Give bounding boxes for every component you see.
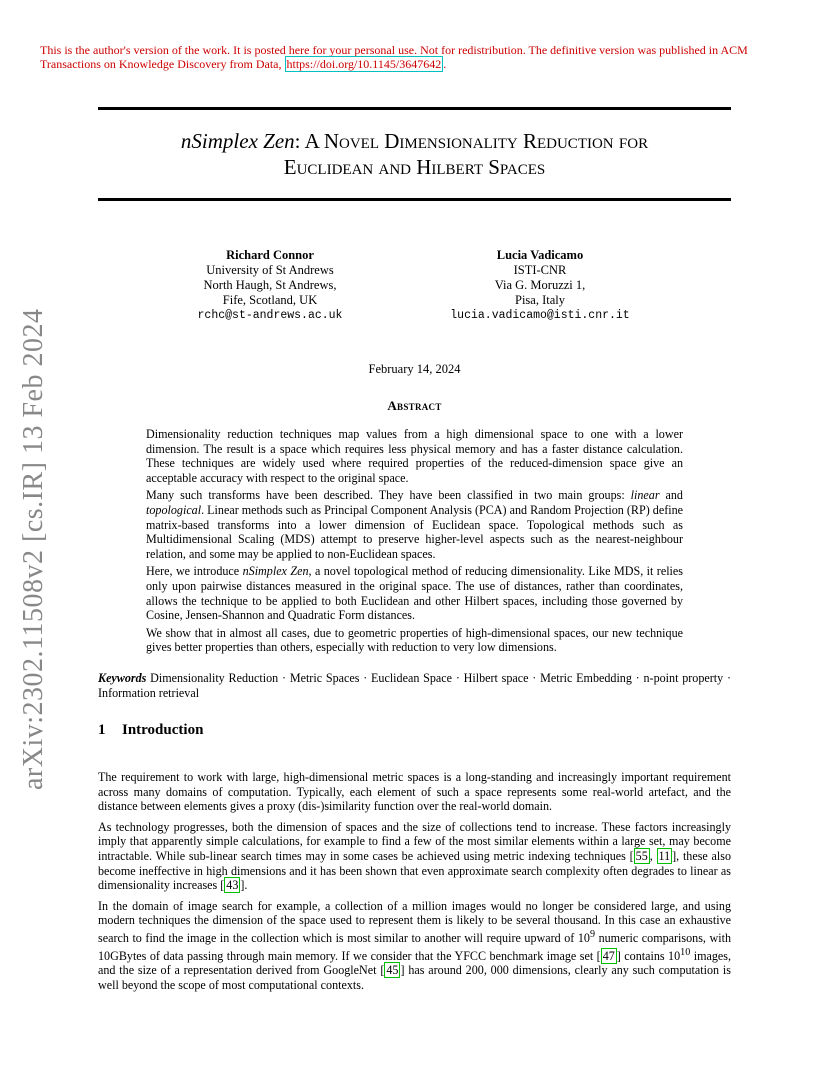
author-block-connor xyxy=(160,248,380,323)
body-text: ]. xyxy=(240,878,248,893)
publication-notice xyxy=(40,43,780,71)
author-email[interactable]: rchc@st-andrews.ac.uk xyxy=(197,309,343,322)
body-text: images, and the size of a representation derived from GoogleNet [ xyxy=(98,948,731,978)
notice-text: This is the author's version of the work. It is posted here for your personal use. Not for redistribution. The definitive version was published in ACM Transactions on Knowledge Discovery from Data, xyxy=(40,43,748,71)
author-name: Lucia Vadicamo xyxy=(496,248,584,262)
author-email[interactable]: lucia.vadicamo@isti.cnr.it xyxy=(450,309,630,322)
abstract-text: Many such transforms have been described. They have been classified in two main groups: xyxy=(146,488,631,503)
abstract-body xyxy=(146,427,683,658)
author-address-line2: Pisa, Italy xyxy=(515,293,565,307)
author-block-vadicamo xyxy=(420,248,660,323)
title-method-name: nSimplex Zen xyxy=(180,129,295,153)
paper-date: February 14, 2024 xyxy=(368,362,461,376)
abstract-emphasis: linear xyxy=(630,488,660,503)
citation-link[interactable]: 47 xyxy=(602,948,615,963)
author-affiliation: ISTI-CNR xyxy=(513,263,567,277)
abstract-paragraph: Dimensionality reduction techniques map values from a high dimensional space to one with a lower dimension. The result is a space which requires less physical memory and has a faster distance calculation. These techniques are widely used where required properties of the reduced-dimension space give an acceptable accuracy with respect to the original space. xyxy=(146,427,683,485)
introduction-body xyxy=(98,770,731,998)
author-address-line2: Fife, Scotland, UK xyxy=(222,293,318,307)
author-address-line1: Via G. Moruzzi 1, xyxy=(494,278,586,292)
body-paragraph xyxy=(98,899,731,993)
body-paragraph: The requirement to work with large, high-dimensional metric spaces is a long-standing and increasingly important requirement across many domains of computation. Typically, each element of such a space represents some real-world artefact, and the distance between elements gives a proxy (dis-)similarity function over the real-world domain. xyxy=(98,770,731,814)
title-line2: Euclidean and Hilbert Spaces xyxy=(283,155,546,179)
body-text: In the domain of image search for example, a collection of a million images would no longer be considered large, and using modern techniques the dimension of the space used to represent them is likely to be several thousand. In this case an exhaustive search to find the image in the collection which is most similar to another will require upward of 10 xyxy=(98,898,731,945)
abstract-paragraph xyxy=(146,564,683,622)
abstract-emphasis: topological xyxy=(146,502,202,517)
abstract-paragraph: We show that in almost all cases, due to geometric properties of high-dimensional spaces, our new technique gives better properties than others, especially with reduction to very low dimensions. xyxy=(146,625,683,655)
arxiv-identifier-stamp: arXiv:2302.11508v2 [cs.IR] 13 Feb 2024 xyxy=(18,308,49,790)
body-text: ], these also become ineffective in high dimensions and it has been shown that even approximate search complexity often degrades to linear as dimensionality increases [ xyxy=(98,848,732,893)
title-rule-bottom xyxy=(98,198,731,201)
body-text: numeric comparisons, with 10GBytes of data passing through main memory. If we consider that the YFCC benchmark image set [ xyxy=(98,930,731,963)
section-title: Introduction xyxy=(122,722,204,738)
keywords-list: Dimensionality Reduction · Metric Spaces · Euclidean Space · Hilbert space · Metric Embedding · n-point property · Information retrieval xyxy=(98,671,731,700)
doi-link[interactable]: https://doi.org/10.1145/3647642 xyxy=(286,57,442,71)
body-text: As technology progresses, both the dimension of spaces and the size of collections tend to increase. These factors increasingly imply that apparently simple calculations, for example to find a few of the most similar elements within a large set, may become intractable. While sub-linear search times may in some cases be achieved using metric indexing techniques [ xyxy=(98,819,731,863)
abstract-text: . Linear methods such as Principal Component Analysis (PCA) and Random Projection (RP) define matrix-based transforms into a lower dimension of Euclidean space. Topological methods such as Multidimensional Scaling (MDS) attempt to preserve higher-level aspects such as the nearest-neighbour relation, and some may be applied to non-Euclidean spaces. xyxy=(146,502,683,561)
citation-link[interactable]: 43 xyxy=(226,878,239,893)
title-rule-top xyxy=(98,107,731,110)
body-text: ] has around 200, 000 dimensions, clearly any such computation is well beyond the scope of most computational contexts. xyxy=(98,963,731,992)
body-text: ] contains 10 xyxy=(616,948,681,963)
exponent: 9 xyxy=(589,928,596,940)
abstract-text: and xyxy=(659,488,683,503)
title-line1-rest: : A Novel Dimensionality Reduction for xyxy=(294,129,649,153)
paper-title xyxy=(98,128,731,180)
citation-link[interactable]: 11 xyxy=(658,848,671,863)
abstract-paragraph xyxy=(146,488,683,561)
citation-link[interactable]: 45 xyxy=(386,963,399,978)
section-heading xyxy=(98,722,731,739)
keywords-label: Keywords xyxy=(98,671,147,685)
abstract-text: Here, we introduce xyxy=(146,564,243,579)
author-address-line1: North Haugh, St Andrews, xyxy=(203,278,337,292)
abstract-heading: Abstract xyxy=(387,398,442,413)
keywords xyxy=(98,671,731,700)
abstract-text: , a novel topological method of reducing dimensionality. Like MDS, it relies only upon pairwise distances measured in the original space. The use of distances, rather than coordinates, allows the technique to be applied to both Euclidean and other Hilbert spaces, including those governed by Cosine, Jensen-Shannon and Quadratic Form distances. xyxy=(146,564,683,623)
author-name: Richard Connor xyxy=(226,248,314,262)
citation-link[interactable]: 55 xyxy=(635,848,648,863)
exponent: 10 xyxy=(680,946,691,958)
abstract-emphasis: nSimplex Zen xyxy=(242,564,309,579)
section-number: 1 xyxy=(98,722,106,738)
notice-end: . xyxy=(443,57,447,71)
body-paragraph: As technology progresses, both the dimension of spaces and the size of collections tend to increase. These factors increasingly imply that apparently simple calculations, for example to find a few of the most similar elements within a large set, may become intractable. While sub-linear search times may in some cases be achieved using metric indexing techniques [ 55 , 11 ], these also become ineffective in high dimensions and it has been shown that even approximate search complexity often degrades to linear as dimensionality increases [ 43 ]. xyxy=(98,819,732,893)
author-affiliation: University of St Andrews xyxy=(206,263,334,277)
